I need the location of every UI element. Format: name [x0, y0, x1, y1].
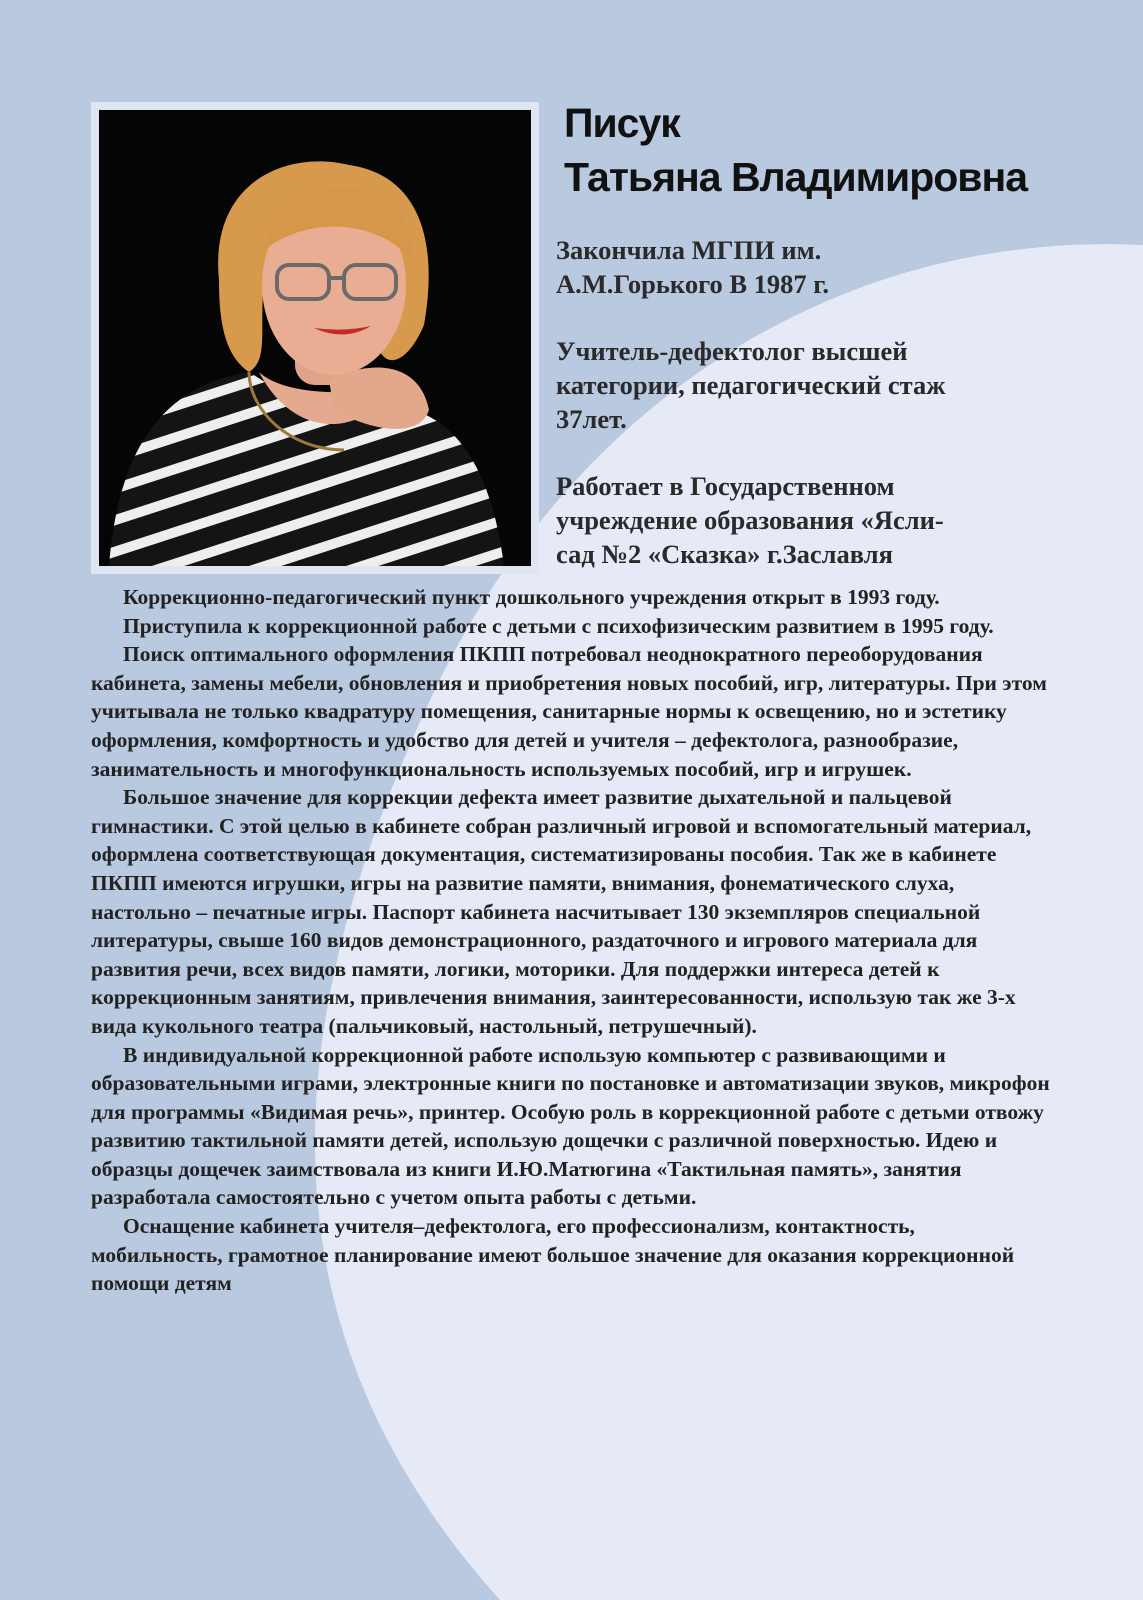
paragraph: Коррекционно-педагогический пункт дошкольного учреждения открыт в 1993 году.: [123, 585, 940, 609]
position-text: Учитель-дефектолог высшей категории, педагогический стаж 37лет.: [556, 336, 946, 434]
portrait-frame: [91, 102, 539, 574]
paragraph: Оснащение кабинета учителя–дефектолога, его профессионализм, контактность, мобильность, грамотное планирование имеют большое значение для оказания коррекционной помощи детям: [91, 1214, 1015, 1296]
paragraph: Приступила к коррекционной работе с детьми с психофизическим развитием в 1995 году.: [123, 613, 994, 638]
body-text: [91, 583, 1051, 1298]
person-given-names: Татьяна Владимировна: [564, 154, 1028, 200]
paragraph: В индивидуальной коррекционной работе использую компьютер с развивающими и образовательными играми, электронные книги по постановке и автоматизации звуков, микрофон для программы «Видимая речь», принтер. Особую роль в коррекционной работе с детьми отвожу развитию тактильной памяти детей, использую дощечки с различной поверхностью. Идею и образцы дощечек заимствовала из книги И.Ю.Матюгина «Тактильная память», занятия разработала самостоятельно с учетом опыта работы с детьми.: [91, 1042, 1050, 1210]
portrait-photo: [99, 110, 531, 566]
person-surname: Писук: [564, 100, 680, 146]
paragraph: Поиск оптимального оформления ПКПП потребовал неоднократного переоборудования кабинета, замены мебели, обновления и приобретения новых пособий, игр, литературы. При этом учитывала не только квадратуру помещения, санитарные нормы к освещению, но и эстетику оформления, комфортность и удобство для детей и учителя – дефектолога, разнообразие, занимательность и многофункциональность используемых пособий, игр и игрушек.: [91, 642, 1047, 781]
education-text: Закончила МГПИ им. А.М.Горького В 1987 г.: [556, 235, 829, 299]
info-block: [556, 233, 1036, 604]
workplace-text: Работает в Государственном учреждение образования «Ясли- сад №2 «Сказка» г.Заславля: [556, 471, 944, 569]
person-name: [564, 96, 1027, 204]
paragraph: Большое значение для коррекции дефекта имеет развитие дыхательной и пальцевой гимнастики. С этой целью в кабинете собран различный игровой и вспомогательный материал, оформлена соответствующая документация, систематизированы пособия. Так же в кабинете ПКПП имеются игрушки, игры на развитие памяти, внимания, фонематического слуха, настольно – печатные игры. Паспорт кабинета насчитывает 130 экземпляров специальной литературы, свыше 160 видов демонстрационного, раздаточного и игрового материала для развития речи, всех видов памяти, логики, моторики. Для поддержки интереса детей к коррекционным занятиям, привлечения внимания, заинтересованности, использую так же 3-х вида кукольного театра (пальчиковый, настольный, петрушечный).: [91, 785, 1032, 1038]
